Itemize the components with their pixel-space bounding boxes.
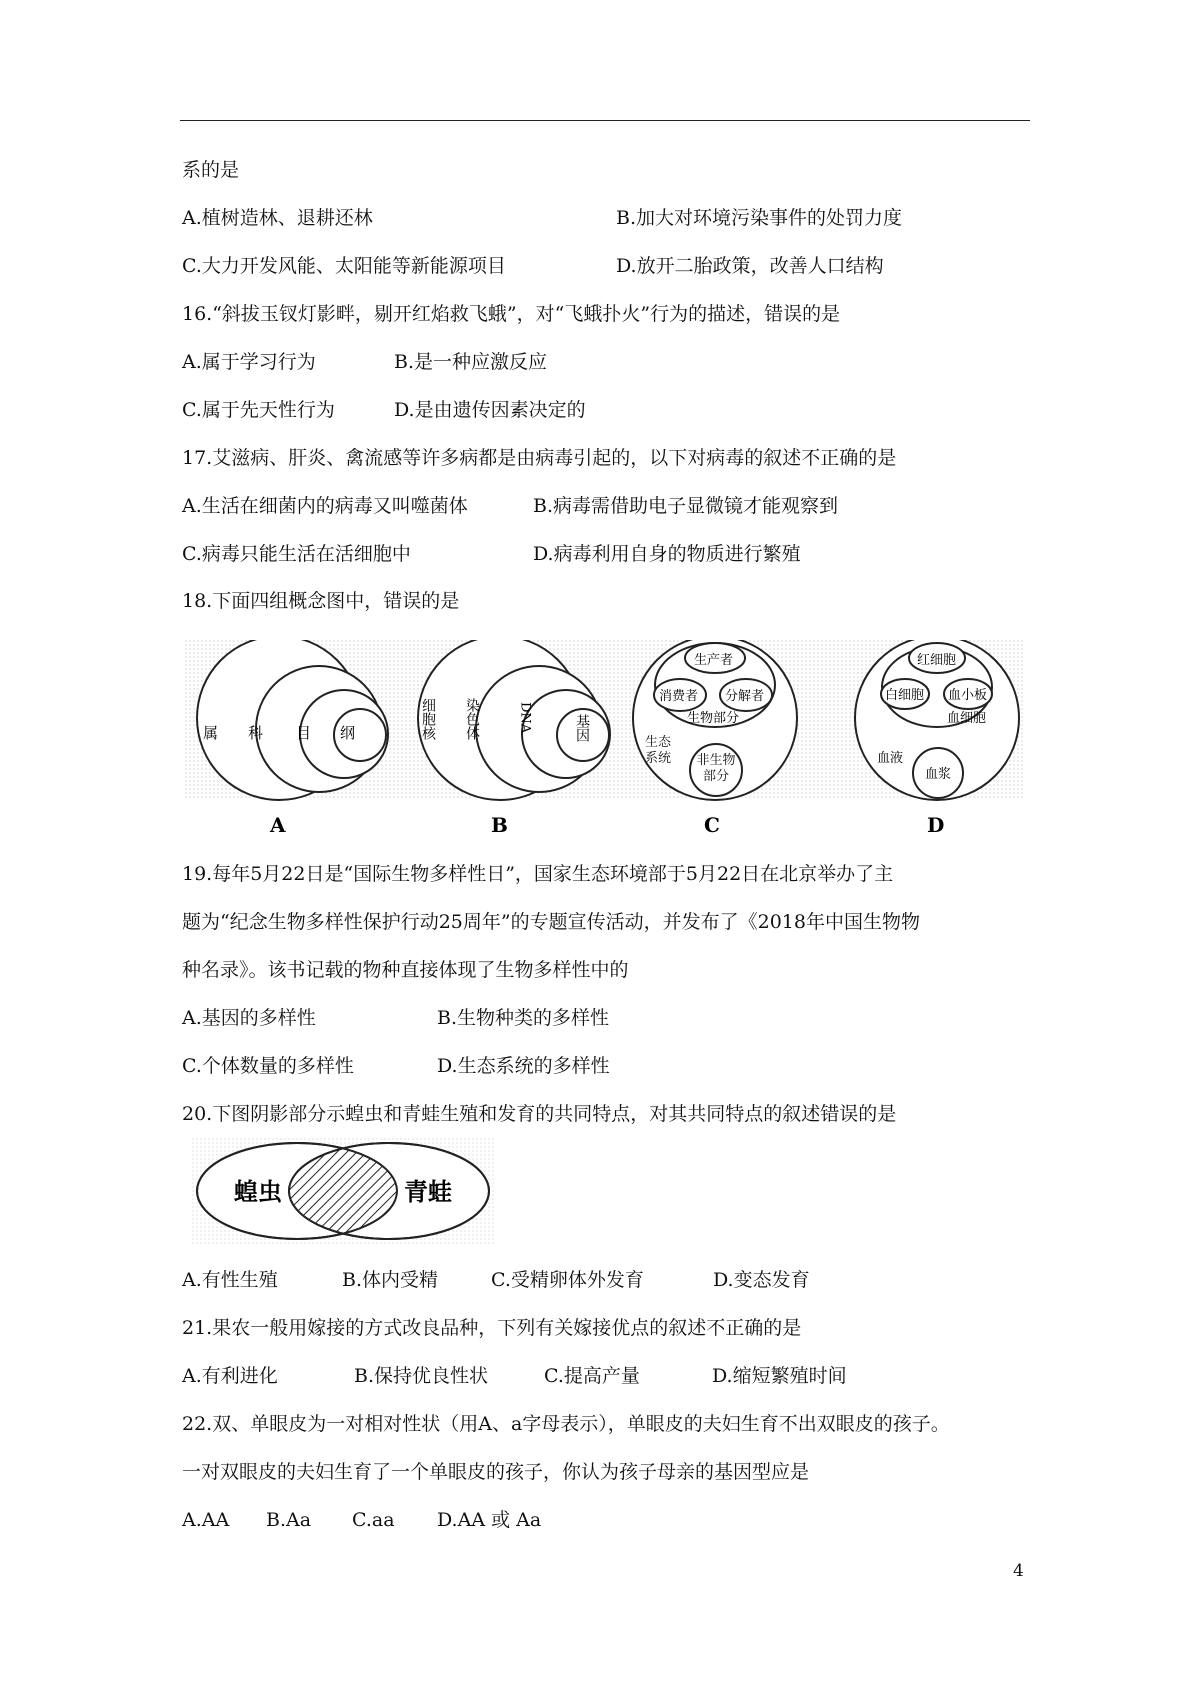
q17-option-c: C.病毒只能生活在活细胞中 [182,543,411,565]
concept-diagrams [185,640,1025,840]
question-19-stem-2: 题为“纪念生物多样性保护行动25周年”的专题宣传活动，并发布了《2018年中国生物物 [182,911,920,933]
question-22-stem-1: 22.双、单眼皮为一对相对性状（用A、a字母表示），单眼皮的夫妇生育不出双眼皮的孩子。 [182,1413,950,1435]
question-22-stem-2: 一对双眼皮的夫妇生育了一个单眼皮的孩子，你认为孩子母亲的基因型应是 [182,1461,810,1483]
q15-option-b: B.加大对环境污染事件的处罚力度 [616,207,903,229]
question-21-stem: 21.果农一般用嫁接的方式改良品种，下列有关嫁接优点的叙述不正确的是 [182,1317,802,1339]
q15-option-d: D.放开二胎政策，改善人口结构 [616,255,884,277]
q21-option-a: A.有利进化 [182,1365,278,1387]
q22-option-c: C.aa [352,1509,395,1531]
diagram-a-letter: A [270,813,286,837]
q20-option-d: D.变态发育 [713,1269,810,1291]
q22-option-b: B.Aa [266,1509,312,1531]
q17-option-a: A.生活在细菌内的病毒又叫噬菌体 [182,495,468,517]
venn-left-label: 蝗虫 [234,1177,282,1206]
q17-option-d: D.病毒利用自身的物质进行繁殖 [533,543,801,565]
diagram-c-bio: 生物部分 [687,711,740,726]
q21-option-b: B.保持优良性状 [354,1365,489,1387]
diagram-c-letter: C [704,813,720,837]
question-17-stem: 17.艾滋病、肝炎、禽流感等许多病都是由病毒引起的，以下对病毒的叙述不正确的是 [182,447,897,469]
diagram-a-label-2: 科 [248,724,264,742]
header-rule [180,120,1030,121]
diagram-d-blood: 血液 [877,751,904,766]
diagram-b-label-1: 细胞核 [420,698,436,740]
q20-option-c: C.受精卵体外发育 [491,1269,644,1291]
question-19-stem-3: 种名录》。该书记载的物种直接体现了生物多样性中的 [182,959,629,981]
q15-option-a: A.植树造林、退耕还林 [182,207,373,229]
q22-option-a: A.AA [182,1509,230,1531]
diagram-a-label-3: 目 [296,724,312,742]
q20-option-a: A.有性生殖 [182,1269,278,1291]
diagram-d-plasma: 血浆 [925,767,952,782]
venn-right-label: 青蛙 [404,1177,452,1206]
q21-option-c: C.提高产量 [544,1365,640,1387]
question-18-stem: 18.下面四组概念图中，错误的是 [182,590,460,612]
diagram-d [855,640,1019,837]
q16-option-a: A.属于学习行为 [182,351,316,373]
diagram-b-letter: B [491,813,508,837]
question-16-stem: 16.“斜拔玉钗灯影畔，剔开红焰救飞蛾”，对“飞蛾扑火”行为的描述，错误的是 [182,303,841,325]
q20-option-b: B.体内受精 [342,1269,439,1291]
q16-option-b: B.是一种应激反应 [394,351,548,373]
page-number: 4 [1013,1561,1024,1581]
q22-option-d: D.AA 或 Aa [437,1509,542,1531]
question-15-stem-tail: 系的是 [182,159,240,181]
q19-option-b: B.生物种类的多样性 [437,1007,610,1029]
q19-option-d: D.生态系统的多样性 [437,1055,610,1077]
q17-option-b: B.病毒需借助电子显微镜才能观察到 [533,495,839,517]
diagram-b-label-3: DNA [517,702,533,734]
diagram-b-label-2: 染色体 [464,698,480,740]
diagram-c-producer: 生产者 [694,653,734,668]
q15-option-c: C.大力开发风能、太阳能等新能源项目 [182,255,506,277]
diagram-c-eco: 生态系统 [645,735,672,766]
question-19-stem-1: 19.每年5月22日是“国际生物多样性日”，国家生态环境部于5月22日在北京举办了主 [182,863,894,885]
q16-option-c: C.属于先天性行为 [182,399,335,421]
diagram-b-label-4: 基因 [574,714,590,742]
diagram-d-platelet: 血小板 [948,688,988,703]
venn-diagram [192,1138,494,1244]
diagram-c-consumer: 消费者 [659,689,699,704]
diagram-d-rbc: 红细胞 [917,653,957,668]
q16-option-d: D.是由遗传因素决定的 [394,399,586,421]
q19-option-a: A.基因的多样性 [182,1007,316,1029]
diagram-d-cells: 血细胞 [947,711,987,726]
diagram-c-nonbio: 非生物部分 [696,753,736,784]
diagram-d-letter: D [927,813,945,837]
diagram-c [633,640,797,837]
q21-option-d: D.缩短繁殖时间 [712,1365,847,1387]
q19-option-c: C.个体数量的多样性 [182,1055,354,1077]
diagram-a-label-4: 纲 [340,724,356,742]
question-20-stem: 20.下图阴影部分示蝗虫和青蛙生殖和发育的共同特点，对其共同特点的叙述错误的是 [182,1103,897,1125]
diagram-a-label-1: 属 [203,724,219,742]
diagram-d-wbc: 白细胞 [885,688,925,703]
diagram-c-decomposer: 分解者 [725,689,765,704]
